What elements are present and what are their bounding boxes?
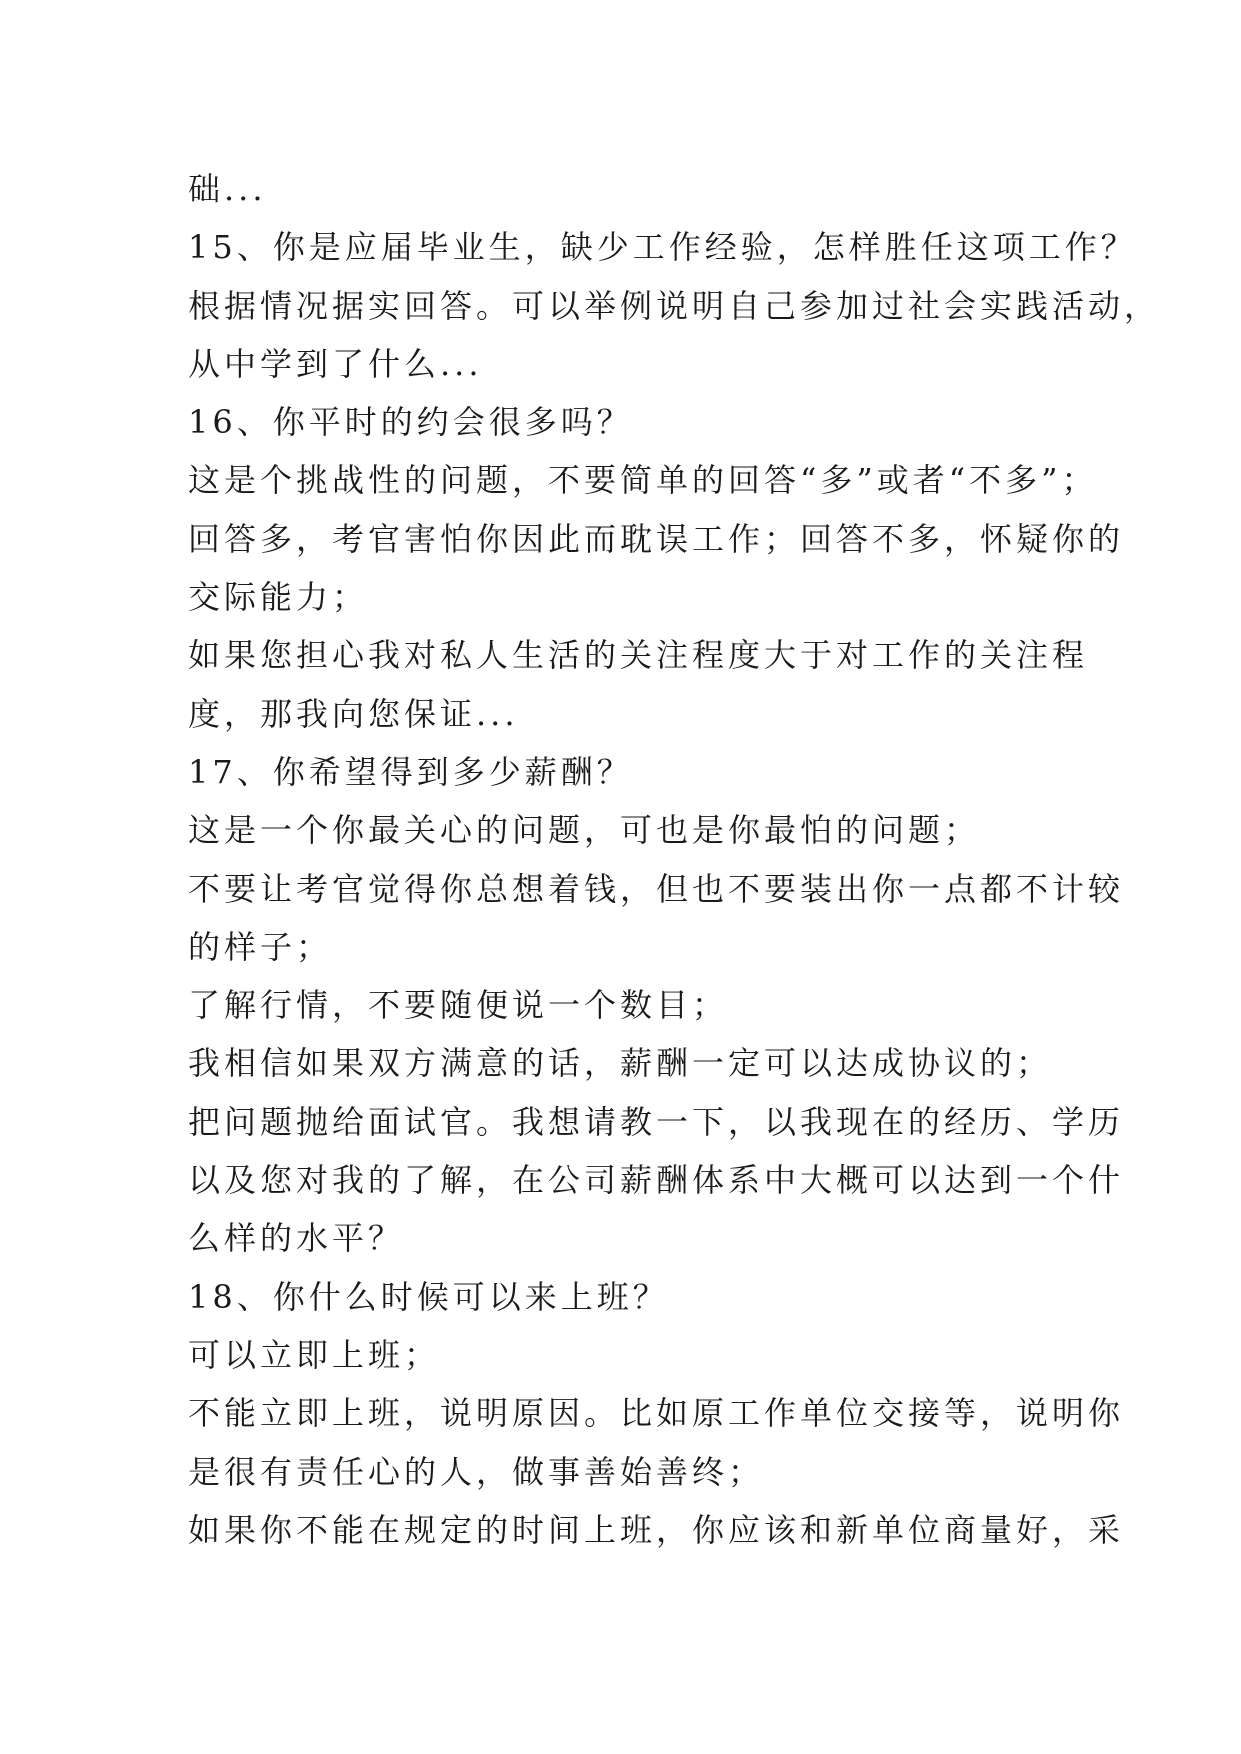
text-line: 度，那我向您保证...	[188, 694, 519, 733]
document-body	[188, 160, 1161, 1559]
text-line: 是很有责任心的人，做事善始善终；	[188, 1452, 765, 1491]
text-line: 从中学到了什么...	[188, 344, 483, 383]
text-line: 根据情况据实回答。可以举例说明自己参加过社会实践活动，	[188, 286, 1161, 325]
text-line: 交际能力；	[188, 578, 369, 617]
text-line: 么样的水平？	[188, 1219, 405, 1258]
text-line: 不要让考官觉得你总想着钱，但也不要装出你一点都不计较	[188, 869, 1125, 908]
text-line: 以及您对我的了解，在公司薪酬体系中大概可以达到一个什	[188, 1161, 1125, 1200]
text-line: 我相信如果双方满意的话，薪酬一定可以达成协议的；	[188, 1044, 1053, 1083]
text-line: 这是个挑战性的问题，不要简单的回答“多”或者“不多”；	[188, 461, 1098, 500]
text-line: 这是一个你最关心的问题，可也是你最怕的问题；	[188, 811, 981, 850]
text-line: 回答多，考官害怕你因此而耽误工作；回答不多，怀疑你的	[188, 519, 1125, 558]
text-line: 可以立即上班；	[188, 1335, 441, 1374]
text-line: 的样子；	[188, 927, 333, 966]
text-line: 了解行情，不要随便说一个数目；	[188, 986, 729, 1025]
question-16: 16、你平时的约会很多吗？	[188, 403, 633, 442]
question-15: 15、你是应届毕业生，缺少工作经验，怎样胜任这项工作？	[188, 228, 1137, 267]
question-18: 18、你什么时候可以来上班？	[188, 1277, 669, 1316]
text-line: 础...	[188, 170, 267, 208]
text-line: 如果您担心我对私人生活的关注程度大于对工作的关注程	[188, 636, 1089, 675]
text-line: 把问题抛给面试官。我想请教一下，以我现在的经历、学历	[188, 1102, 1125, 1141]
question-17: 17、你希望得到多少薪酬？	[188, 752, 633, 791]
text-line: 如果你不能在规定的时间上班，你应该和新单位商量好，采	[188, 1510, 1125, 1549]
text-line: 不能立即上班，说明原因。比如原工作单位交接等，说明你	[188, 1394, 1125, 1433]
